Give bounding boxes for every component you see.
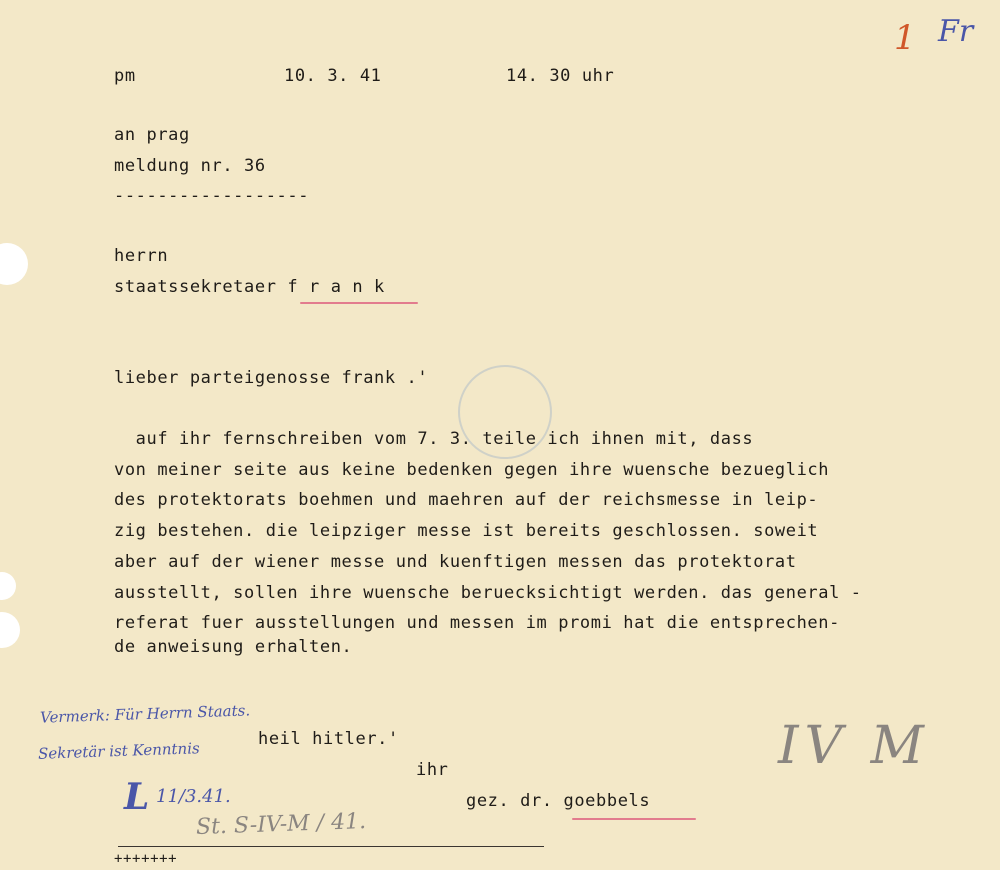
- header-date: 10. 3. 41: [284, 66, 382, 86]
- bottom-rule: [118, 846, 544, 847]
- handwritten-note-line2: Sekretär ist Kenntnis: [37, 739, 200, 763]
- addressee: [114, 277, 385, 297]
- handwritten-note-line1: Vermerk: Für Herrn Staats.: [39, 701, 251, 727]
- greeting: lieber parteigenosse frank .': [114, 368, 429, 388]
- signature-name: goebbels: [563, 791, 651, 811]
- signature: [466, 791, 650, 811]
- recipient-to: an prag: [114, 125, 190, 145]
- body-line: aber auf der wiener messe und kuenftigen messen das protektorat: [114, 552, 797, 572]
- addressee-name: f r a n k: [287, 277, 385, 297]
- salutation-title: herrn: [114, 246, 169, 266]
- body-line: referat fuer ausstellungen und messen im promi hat die entsprechen-: [114, 613, 840, 633]
- name-underline: [300, 302, 418, 304]
- signature-prefix: gez. dr.: [466, 791, 564, 811]
- closing-salute: heil hitler.': [258, 729, 399, 749]
- report-number: meldung nr. 36: [114, 156, 266, 176]
- roman-numeral-mark: IV M: [778, 716, 930, 776]
- body-line: zig bestehen. die leipziger messe ist bereits geschlossen. soweit: [114, 521, 819, 541]
- file-reference: St. S-IV-M / 41.: [195, 809, 367, 840]
- header-time: 14. 30 uhr: [506, 66, 615, 86]
- body-line: de anweisung erhalten.: [114, 637, 353, 657]
- header-prefix: pm: [114, 66, 136, 86]
- signature-underline: [572, 818, 696, 820]
- body-line: ausstellt, sollen ihre wuensche beruecksichtigt werden. das general -: [114, 583, 862, 603]
- corner-initial: Fr: [938, 14, 974, 49]
- punch-hole-bottom: [0, 612, 20, 648]
- punch-hole-middle: [0, 572, 16, 600]
- body-line: des protektorats boehmen und maehren auf der reichsmesse in leip-: [114, 490, 819, 510]
- handwritten-initial: L: [124, 776, 150, 818]
- punch-hole-top: [0, 243, 28, 285]
- body-line: von meiner seite aus keine bedenken gegen ihre wuensche bezueglich: [114, 460, 830, 480]
- addressee-title: staatssekretaer: [114, 277, 288, 297]
- page-number-mark: 1: [894, 18, 916, 58]
- handwritten-date: 11/3.41.: [156, 786, 231, 807]
- body-line: auf ihr fernschreiben vom 7. 3. teile ich ihnen mit, dass: [114, 429, 754, 449]
- separator-line: ------------------: [114, 186, 310, 206]
- closing-ihr: ihr: [416, 760, 449, 780]
- footer-marks: +++++++: [114, 851, 178, 867]
